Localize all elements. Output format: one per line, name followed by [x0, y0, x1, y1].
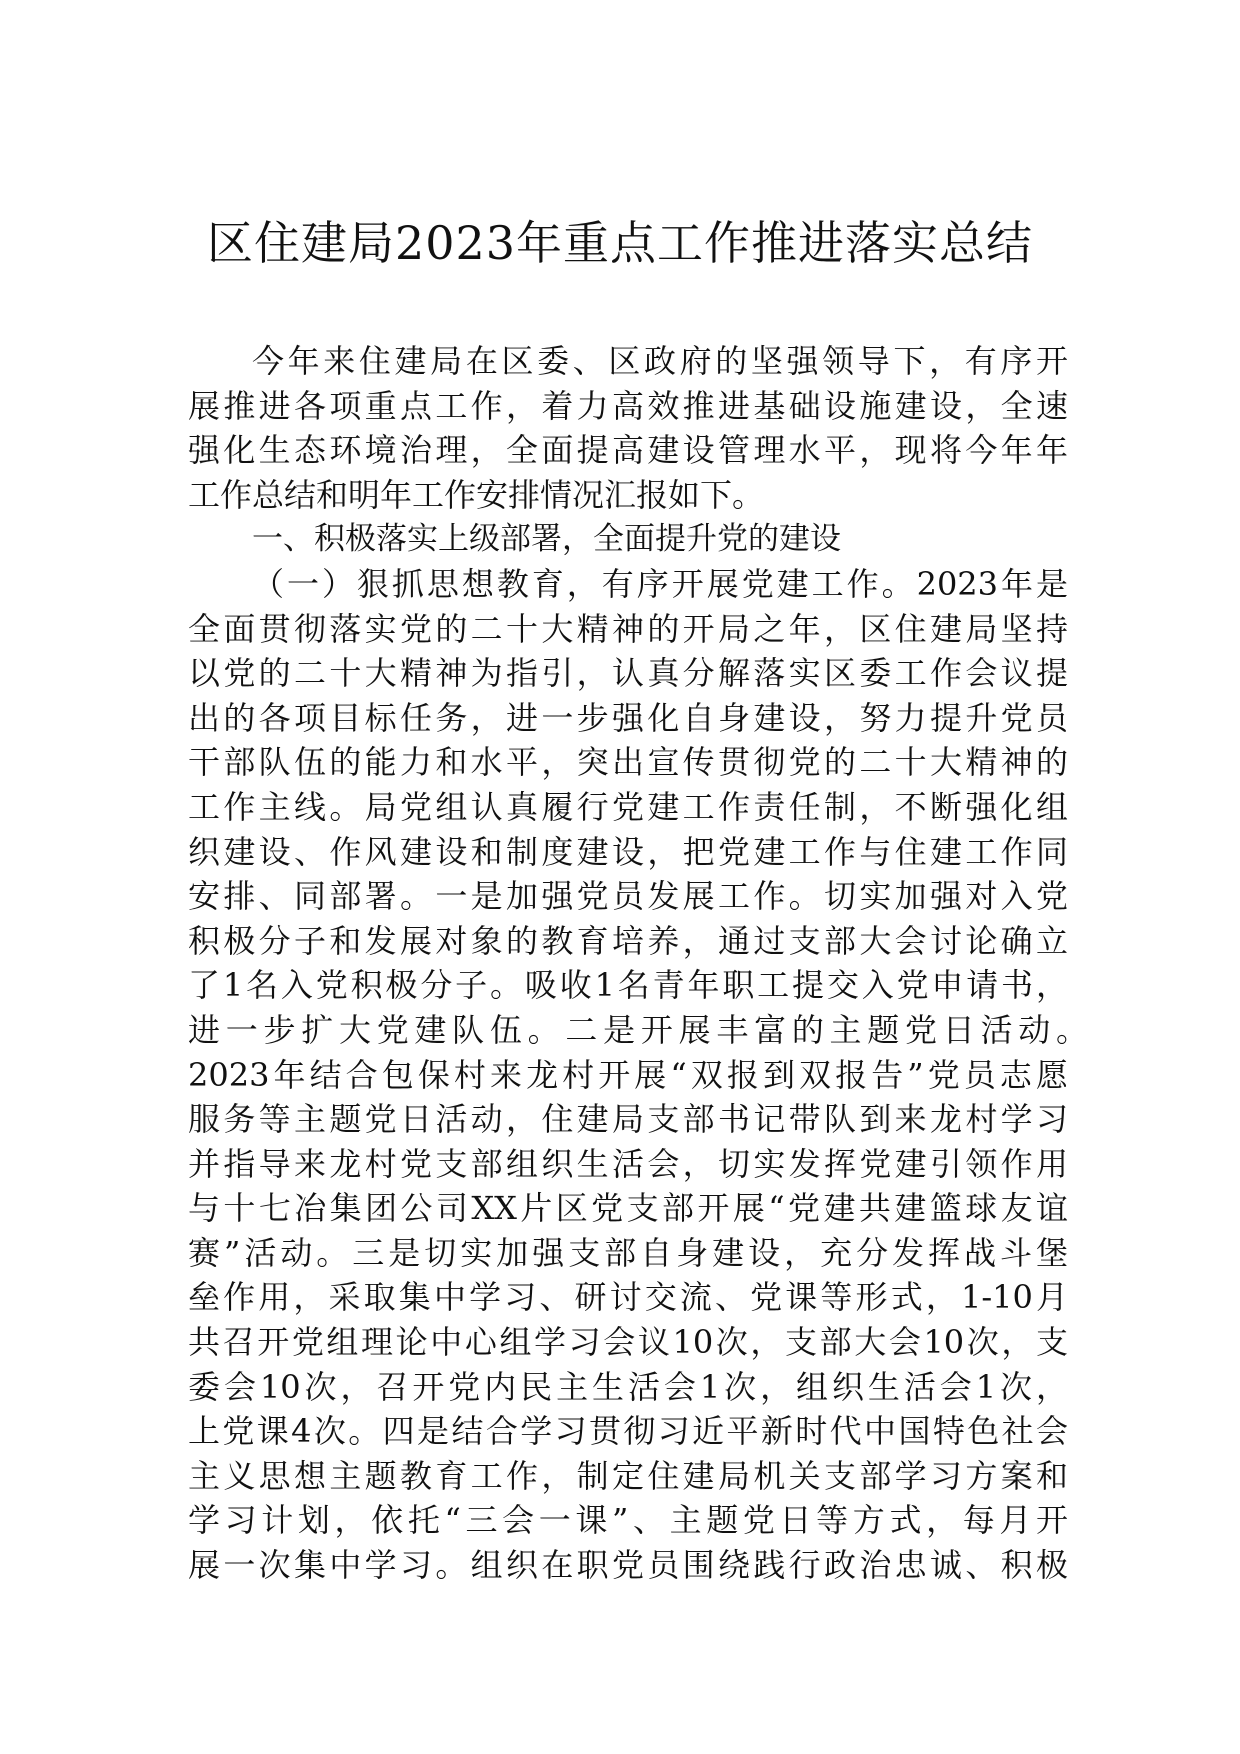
body-line: 与十七冶集团公司XX片区党支部开展“党建共建篮球友谊 [188, 1189, 1068, 1228]
body-line: 干部队伍的能力和水平，突出宣传贯彻党的二十大精神的 [188, 743, 1068, 782]
document-title: 区住建局2023年重点工作推进落实总结 [206, 216, 1034, 270]
body-line: 委会10次，召开党内民主生活会1次，组织生活会1次， [188, 1367, 1068, 1406]
body-line: 2023年结合包保村来龙村开展“双报到双报告”党员志愿 [188, 1055, 1068, 1094]
body-line: （一）狠抓思想教育，有序开展党建工作。2023年是 [252, 564, 1068, 603]
body-line: 学习计划，依托“三会一课”、主题党日等方式，每月开 [188, 1501, 1068, 1540]
body-line: 积极分子和发展对象的教育培养，通过支部大会讨论确立 [188, 921, 1068, 960]
body-line: 并指导来龙村党支部组织生活会，切实发挥党建引领作用 [188, 1144, 1068, 1183]
section-heading: 一、积极落实上级部署，全面提升党的建设 [252, 521, 841, 558]
body-line: 展一次集中学习。组织在职党员围绕践行政治忠诚、积极 [188, 1546, 1068, 1585]
body-line: 垒作用，采取集中学习、研讨交流、党课等形式，1-10月 [188, 1278, 1068, 1317]
body-line: 展推进各项重点工作，着力高效推进基础设施建设，全速 [188, 386, 1068, 425]
body-line: 工作总结和明年工作安排情况汇报如下。 [188, 475, 765, 514]
body-line: 织建设、作风建设和制度建设，把党建工作与住建工作同 [188, 832, 1068, 871]
body-line: 出的各项目标任务，进一步强化自身建设，努力提升党员 [188, 698, 1068, 737]
body-line: 了1名入党积极分子。吸收1名青年职工提交入党申请书， [188, 966, 1068, 1005]
document-body [188, 339, 1088, 1588]
body-line: 主义思想主题教育工作，制定住建局机关支部学习方案和 [188, 1456, 1068, 1495]
body-line: 进一步扩大党建队伍。二是开展丰富的主题党日活动。 [188, 1010, 1088, 1049]
body-line: 强化生态环境治理，全面提高建设管理水平，现将今年年 [188, 431, 1068, 470]
body-line: 工作主线。局党组认真履行党建工作责任制，不断强化组 [188, 787, 1068, 826]
body-line: 安排、同部署。一是加强党员发展工作。切实加强对入党 [188, 877, 1068, 916]
body-line: 全面贯彻落实党的二十大精神的开局之年，区住建局坚持 [188, 609, 1068, 648]
body-line: 服务等主题党日活动，住建局支部书记带队到来龙村学习 [188, 1100, 1068, 1139]
body-line: 共召开党组理论中心组学习会议10次，支部大会10次，支 [188, 1323, 1068, 1362]
body-line: 今年来住建局在区委、区政府的坚强领导下，有序开 [252, 342, 1068, 380]
body-line: 以党的二十大精神为指引，认真分解落实区委工作会议提 [188, 654, 1068, 693]
body-line: 上党课4次。四是结合学习贯彻习近平新时代中国特色社会 [188, 1412, 1068, 1451]
body-line: 赛”活动。三是切实加强支部自身建设，充分发挥战斗堡 [188, 1233, 1068, 1272]
